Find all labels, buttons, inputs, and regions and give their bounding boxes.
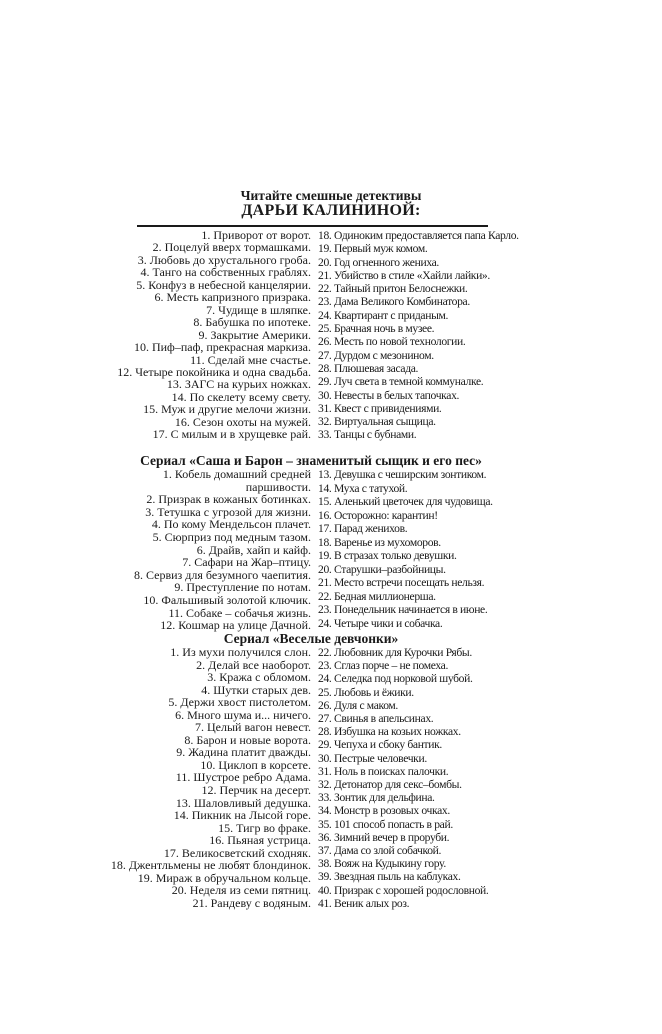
book-title-item: 23. Понедельник начинается в июне. [318,603,488,616]
book-title-item: 20. Год огненного жениха. [318,255,439,269]
book-title-item: 26. Месть по новой технологии. [318,335,466,349]
book-title-item: 7. Сафари на Жар–птицу. [182,555,311,570]
book-title-item: 32. Детонатор для секс–бомбы. [318,778,462,792]
book-title-item: 13. ЗАГС на курьих ножках. [166,377,311,392]
book-title-item: 21. Место встречи посещать нельзя. [318,576,485,589]
book-title-item: 12. Перчик на десерт. [201,783,311,798]
book-title-item: 17. С милым и в хрущевке рай. [152,427,311,442]
book-title-item: 5. Держи хвост пистолетом. [168,695,311,710]
book-title-item: 15. Муж и другие мелочи жизни. [143,402,311,417]
book-title-item: 4. Танго на собственных граблях. [140,265,311,280]
book-title-item: 11. Шустрое ребро Адама. [175,770,311,785]
header-line-1: Читайте смешные детективы [240,188,422,203]
book-title-item: 31. Ноль в поисках палочки. [318,764,449,778]
book-title-item: 24. Квартирант с приданым. [318,308,449,322]
series-title: Сериал «Саша и Барон – знаменитый сыщик и его пес» [140,453,482,468]
book-list-right-column [318,468,493,630]
book-list-left-column [51,646,311,909]
book-title-item: 2. Призрак в кожаных ботинках. [146,492,311,507]
book-title-item: 8. Бабушка по ипотеке. [193,315,311,330]
book-title-item: 12. Кошмар на улице Дачной. [160,618,311,633]
book-title-item: 16. Пьяная устрица. [209,833,311,848]
book-title-item: 6. Месть капризного призрака. [154,290,311,305]
book-title-item: 20. Неделя из семи пятниц. [171,883,311,898]
book-title-item: 22. Тайный притон Белоснежки. [318,282,468,296]
book-title-item: 19. Первый муж комом. [318,242,428,256]
book-list-left-column [51,229,311,441]
book-title-item: 39. Звездная пыль на каблуках. [318,870,461,884]
book-list-right-column [318,229,519,442]
book-title-item: 38. Вояж на Кудыкину гору. [318,857,446,871]
book-title-item: 21. Рандеву с водяным. [192,895,311,910]
book-list-left-column [116,468,311,632]
book-title-item: 9. Преступление по нотам. [174,580,311,595]
book-title-item: 9. Закрытие Америки. [198,327,311,342]
book-title-item: 30. Невесты в белых тапочках. [318,388,460,402]
book-title-item: 9. Жадина платит дважды. [176,745,311,760]
book-title-item: 7. Чудище в шляпке. [206,302,311,317]
book-title-item: 15. Аленький цветочек для чудовища. [318,495,493,508]
book-title-item: 29. Луч света в темной коммуналке. [318,375,484,389]
book-title-item: 11. Собаке – собачья жизнь. [168,605,311,620]
book-title-item: 17. Великосветский сходняк. [163,845,311,860]
book-title-item: 36. Зимний вечер в проруби. [318,830,450,844]
book-title-item: 10. Пиф–паф, прекрасная маркиза. [133,340,311,355]
divider-rule [137,225,488,227]
book-title-item: 5. Сюрприз под медным тазом. [152,529,311,544]
book-title-item: 14. По скелету всему свету. [171,389,311,404]
book-title-item: 28. Плюшевая засада. [318,361,419,375]
book-title-item: 29. Чепуха и сбоку бантик. [318,738,442,752]
book-title-item: 14. Пикник на Лысой горе. [173,808,311,823]
book-title-item: 22. Бедная миллионерша. [318,589,436,603]
book-title-item: 8. Барон и новые ворота. [184,732,311,747]
book-title-item: 1. Из мухи получился слон. [170,645,311,659]
book-title-item: 4. По кому Мендельсон плачет. [151,517,311,532]
book-title-item: 13. Шаловливый дедушка. [175,795,311,810]
book-title-item: 14. Муха с татухой. [318,481,408,495]
book-title-item: 6. Драйв, хайп и кайф. [196,542,311,557]
book-title-item: 10. Циклоп в корсете. [200,757,311,772]
book-title-item: 33. Зонтик для дельфина. [318,791,435,805]
book-title-item: 3. Кража с обломом. [207,670,311,685]
book-title-item: 19. Мираж в обручальном кольце. [137,870,311,885]
book-title-item: 23. Сглаз порче – не помеха. [318,659,449,673]
book-title-item: 24. Четыре чики и собачка. [318,616,443,630]
book-title-item: 10. Фальшивый золотой ключик. [143,592,311,607]
book-title-item: 23. Дама Великого Комбинатора. [318,295,470,309]
book-title-item: 15. Тигр во фраке. [218,820,311,835]
book-title-item: 4. Шутки старых дев. [201,682,311,697]
book-title-item: 25. Любовь и ёжики. [318,685,414,699]
book-title-item: 22. Любовник для Курочки Рябы. [318,646,472,659]
book-title-item: 18. Одиноким предоставляется папа Карло. [318,229,519,242]
book-title-item: 18. Варенье из мухоморов. [318,535,441,549]
series-title: Сериал «Веселые девчонки» [223,631,399,646]
book-title-item: 2. Поцелуй вверх тормашками. [152,240,311,255]
book-title-item: 27. Свинья в апельсинах. [318,712,434,726]
book-title-item: 26. Дуля с маком. [318,698,398,712]
book-title-item: 18. Джентльмены не любят блондинок. [110,858,311,873]
book-title-item: 8. Сервиз для безумного чаепития. [133,567,311,582]
book-title-item: 7. Целый вагон невест. [195,720,311,735]
book-title-item: 24. Селедка под норковой шубой. [318,672,473,686]
book-title-item: 33. Танцы с бубнами. [318,428,417,442]
book-title-item: 16. Сезон охоты на мужей. [174,414,311,429]
book-title-item: 13. Девушка с чеширским зонтиком. [318,468,487,481]
book-title-item: 28. Избушка на козьих ножках. [318,725,461,739]
book-title-item: 2. Делай все наоборот. [196,657,311,672]
book-title-item: 34. Монстр в розовых очках. [318,804,450,818]
book-title-item: 11. Сделай мне счастье. [190,352,311,367]
book-title-item: 5. Конфуз в небесной канцелярии. [136,277,311,292]
book-title-item: 37. Дама со злой собачкой. [318,844,442,858]
book-title-item: 30. Пестрые человечки. [318,751,427,765]
book-title-item: 31. Квест с привидениями. [318,401,442,415]
book-title-item: 17. Парад женихов. [318,522,408,535]
book-title-item: 16. Осторожно: карантин! [318,508,438,522]
book-title-item: 25. Брачная ночь в музее. [318,322,435,336]
book-title-item: 1. Приворот от ворот. [201,228,311,242]
book-title-item: 32. Виртуальная сыщица. [318,415,436,429]
book-title-item: 40. Призрак с хорошей родословной. [318,883,489,897]
author-name: ДАРЬИ КАЛИНИНОЙ: [241,202,421,219]
book-title-item: 19. В стразах только девушки. [318,549,457,562]
book-list-right-column [318,646,488,910]
book-title-item: 20. Старушки–разбойницы. [318,562,446,576]
book-title-item: 1. Кобель домашний средней паршивости. [162,467,311,494]
book-title-item: 41. Веник алых роз. [318,896,410,910]
book-title-item: 27. Дурдом с мезонином. [318,348,434,362]
book-title-item: 3. Тетушка с угрозой для жизни. [145,504,311,519]
book-title-item: 6. Много шума и... ничего. [175,707,311,722]
book-title-item: 21. Убийство в стиле «Хайли лайки». [318,268,490,282]
book-title-item: 35. 101 способ попасть в рай. [318,817,453,831]
book-title-item: 12. Четыре покойника и одна свадьба. [117,364,311,379]
book-title-item: 3. Любовь до хрустального гроба. [137,252,311,267]
